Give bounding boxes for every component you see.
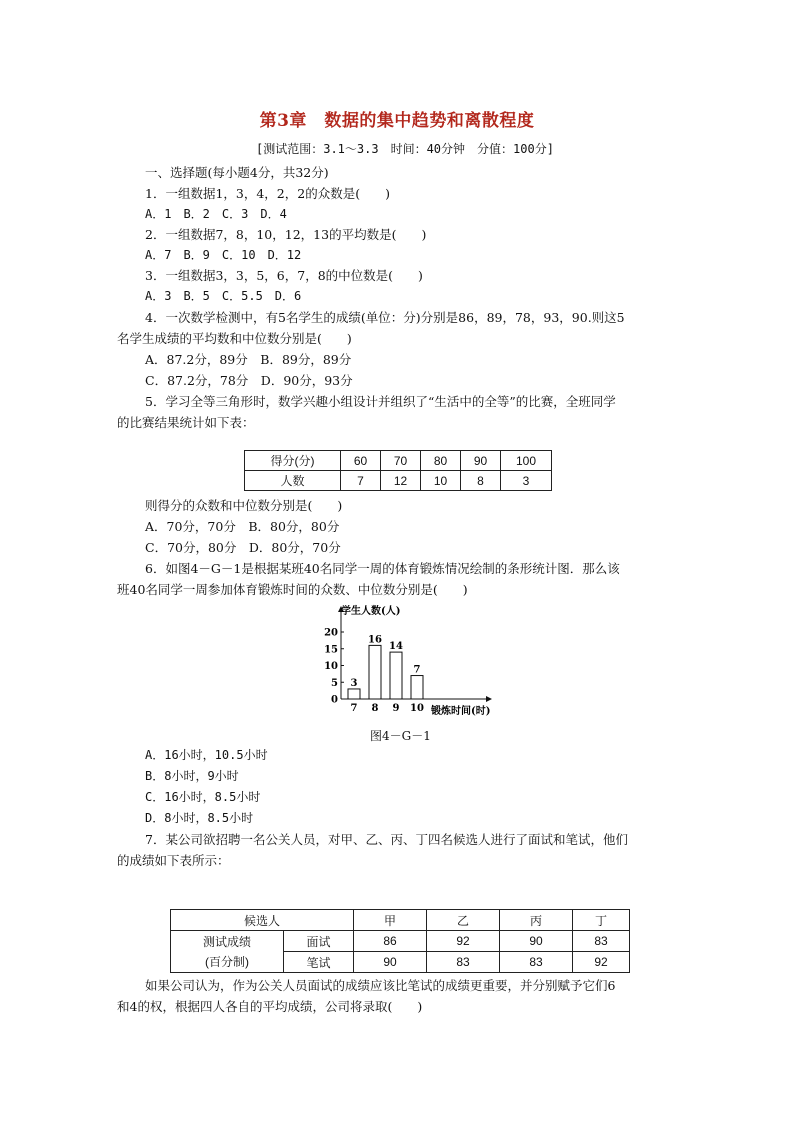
data-label: 3 <box>350 677 358 689</box>
q7-stem-line2: 的成绩如下表所示： <box>117 853 230 868</box>
table-cell: 92 <box>573 952 630 973</box>
table-cell: 80 <box>421 451 461 471</box>
x-axis-label: 锻炼时间(时) <box>431 706 491 717</box>
table-row <box>171 931 630 952</box>
data-label: 14 <box>389 641 403 653</box>
bar <box>390 652 402 699</box>
data-label: 7 <box>413 664 421 676</box>
table-cell: 8 <box>461 471 501 491</box>
table-row <box>171 910 630 931</box>
table-cell: 甲 <box>354 910 427 931</box>
page-title: 第3章 数据的集中趋势和离散程度 <box>259 111 535 131</box>
table-cell: 笔试 <box>284 952 354 973</box>
x-tick-label: 9 <box>392 703 400 714</box>
bar-chart <box>323 603 513 721</box>
table-cell: 100 <box>501 451 552 471</box>
table-cell: 83 <box>427 952 500 973</box>
y-tick-label: 20 <box>324 627 338 639</box>
x-tick-label: 7 <box>350 703 358 714</box>
q5-question: 则得分的众数和中位数分别是( ) <box>145 498 343 513</box>
test-scope: [测试范围：3.1～3.3 时间：40分钟 分值：100分] <box>256 142 554 156</box>
section-heading: 一、选择题(每小题4分，共32分) <box>145 165 329 180</box>
q4-stem-line2: 名学生成绩的平均数和中位数分别是( ) <box>117 331 352 346</box>
q6-option-c: C．16小时，8.5小时 <box>145 790 261 804</box>
table-cell: 90 <box>354 952 427 973</box>
table-cell: 乙 <box>427 910 500 931</box>
y-axis-label: 学生人数(人) <box>341 606 401 617</box>
q7-text-line2: 和4的权，根据四人各自的平均成绩，公司将录取( ) <box>117 999 423 1014</box>
figure-caption: 图4－G－1 <box>370 729 431 743</box>
table-row <box>245 451 552 471</box>
table-cell: 人数 <box>245 471 341 491</box>
q6-option-a: A．16小时，10.5小时 <box>145 748 268 762</box>
y-tick-label: 10 <box>324 661 338 672</box>
table-cell <box>171 931 284 973</box>
q4-stem-line1: 4．一次数学检测中，有5名学生的成绩(单位：分)分别是86，89，78，93，90.则这5 <box>145 310 625 325</box>
table-cell: 83 <box>500 952 573 973</box>
table-cell: 得分(分) <box>245 451 341 471</box>
q6-option-b: B．8小时，9小时 <box>145 769 239 783</box>
table-cell: 12 <box>381 471 421 491</box>
q7-text-line1: 如果公司认为，作为公关人员面试的成绩应该比笔试的成绩更重要，并分别赋予它们6 <box>145 978 616 993</box>
group-label-line1: 测试成绩 <box>202 934 251 949</box>
candidate-table <box>170 909 630 973</box>
bar-chart-svg <box>323 603 513 718</box>
q5-stem-line2: 的比赛结果统计如下表： <box>117 415 255 430</box>
q1-stem: 1．一组数据1，3，4，2，2的众数是( ) <box>145 186 390 201</box>
q3-stem: 3．一组数据3，3，5，6，7，8的中位数是( ) <box>145 268 423 283</box>
y-tick-label: 5 <box>331 677 338 689</box>
table-cell: 3 <box>501 471 552 491</box>
q6-option-d: D．8小时，8.5小时 <box>145 811 254 825</box>
bar <box>348 689 360 699</box>
q4-options-line1: A．87.2分，89分 B．89分，89分 <box>145 352 352 367</box>
table-cell: 83 <box>573 931 630 952</box>
q4-options-line2: C．87.2分，78分 D．90分，93分 <box>145 373 353 388</box>
score-table <box>244 450 552 491</box>
y-tick-label: 0 <box>331 694 338 706</box>
table-row <box>245 471 552 491</box>
q1-options: A．1 B．2 C．3 D．4 <box>145 207 287 221</box>
table-cell: 10 <box>421 471 461 491</box>
q2-stem: 2．一组数据7，8，10，12，13的平均数是( ) <box>145 227 427 242</box>
x-tick-label: 8 <box>371 703 379 714</box>
q5-stem-line1: 5．学习全等三角形时，数学兴趣小组设计并组织了“生活中的全等”的比赛，全班同学 <box>145 394 616 409</box>
table-cell: 丁 <box>573 910 630 931</box>
table-cell: 7 <box>341 471 381 491</box>
table-cell: 92 <box>427 931 500 952</box>
x-tick-label: 10 <box>410 703 424 714</box>
q6-stem-line1: 6．如图4－G－1是根据某班40名同学一周的体育锻炼情况绘制的条形统计图．那么该 <box>145 561 620 576</box>
table-cell: 候选人 <box>171 910 354 931</box>
data-label: 16 <box>368 634 382 646</box>
table-cell: 70 <box>381 451 421 471</box>
q7-stem-line1: 7．某公司欲招聘一名公关人员，对甲、乙、丙、丁四名候选人进行了面试和笔试，他们 <box>145 832 628 847</box>
table-cell: 60 <box>341 451 381 471</box>
q5-options-line2: C．70分，80分 D．80分，70分 <box>145 540 341 555</box>
q5-options-line1: A．70分，70分 B．80分，80分 <box>145 519 340 534</box>
table-cell: 90 <box>461 451 501 471</box>
table-cell: 90 <box>500 931 573 952</box>
group-label-line2: (百分制) <box>205 954 249 969</box>
table-cell: 86 <box>354 931 427 952</box>
bar <box>411 676 423 699</box>
bar <box>369 645 381 699</box>
y-tick-label: 15 <box>324 644 338 656</box>
table-cell: 面试 <box>284 931 354 952</box>
q2-options: A．7 B．9 C．10 D．12 <box>145 248 302 262</box>
q3-options: A．3 B．5 C．5.5 D．6 <box>145 289 302 303</box>
table-cell: 丙 <box>500 910 573 931</box>
q6-stem-line2: 班40名同学一周参加体育锻炼时间的众数、中位数分别是( ) <box>117 582 468 597</box>
